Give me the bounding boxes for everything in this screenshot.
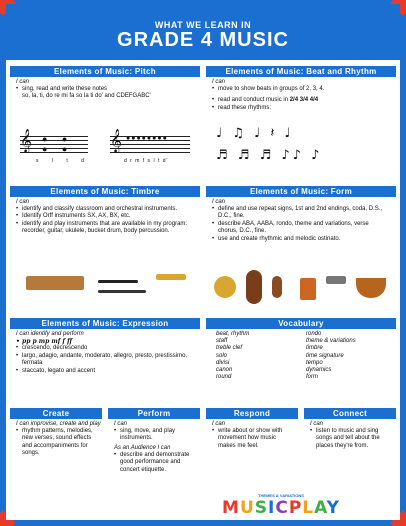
list-item: • move to show beats in groups of 2, 3, 4. (212, 86, 390, 93)
staff-1-labels: s l t d (36, 158, 90, 164)
beat-panel (206, 66, 396, 178)
form-title: Elements of Music: Form (206, 186, 396, 197)
pitch-ican: I can (16, 79, 30, 85)
expression-list (16, 338, 194, 375)
clarinet-icon (98, 290, 146, 293)
timpani-icon (356, 278, 386, 298)
french-horn-icon (214, 276, 236, 298)
list-item: • Identify Orff instruments SX, AX, BX, etc. (16, 213, 194, 220)
vocab-term: theme & variations (306, 338, 356, 345)
pitch-note: so, la, ti, do re mi fa so la ti do' and CDEFGABC' (22, 93, 151, 100)
perform-title: Perform (108, 408, 200, 419)
form-panel (206, 186, 396, 310)
vocab-term: timbre (306, 345, 323, 352)
list-item: • define and use repeat signs, 1st and 2nd endings, coda, D.S., D.C., fine. (212, 206, 390, 221)
vocab-term: time signature (306, 352, 344, 359)
timbre-panel (10, 186, 200, 310)
xylophone-icon (26, 276, 84, 290)
list-item: • staccato, legato and accent (16, 368, 194, 375)
respond-panel (206, 408, 298, 500)
drum-icon (300, 278, 316, 300)
vocabulary-grid (216, 331, 386, 381)
create-title: Create (10, 408, 102, 419)
note-heads: ●●●●●●●● (126, 135, 168, 142)
note-heads: ● ● ● ● (42, 134, 74, 154)
recorder-icon (98, 280, 138, 283)
poster-header (6, 4, 400, 58)
expression-ican: I can identify and perform (16, 331, 84, 337)
list-item: • rhythm patterns, melodies, new verses, sound effects and accompaniments for songs. (16, 428, 96, 458)
staff-2-labels: d r m f s l t d' (124, 158, 169, 164)
perform-audience: As an Audience I can (114, 444, 171, 451)
connect-ican: I can (310, 421, 324, 427)
vocab-term: solo (216, 352, 228, 359)
list-item: • read and conduct music in 2/4 3/4 4/4 (212, 97, 390, 104)
cello-icon (246, 270, 262, 304)
vocab-term: round (216, 374, 232, 381)
vocabulary-panel (206, 318, 396, 400)
violin-icon (272, 276, 282, 298)
vocab-term: form (306, 374, 318, 381)
list-item: • describe and demonstrate good performance and concert etiquette. (114, 452, 194, 474)
header-subtitle: WHAT WE LEARN IN (154, 20, 252, 30)
vocab-term: staff (216, 338, 228, 345)
trumpet-icon (156, 274, 186, 280)
form-list (212, 206, 390, 243)
beat-ican: I can (212, 79, 226, 85)
musicplay-logo (222, 493, 340, 518)
time-signatures: 2/4 3/4 4/4 (289, 97, 319, 104)
beat-title: Elements of Music: Beat and Rhythm (206, 66, 396, 77)
treble-clef-icon: 𝄞 (20, 130, 32, 152)
respond-list (212, 428, 292, 450)
logo-tagline: THEMES & VARIATIONS (258, 493, 304, 498)
cymbal-icon (326, 276, 346, 284)
create-ican: I can improvise, create and play (16, 421, 101, 427)
list-item: • use and create rhythmic and melodic ostinato. (212, 236, 390, 243)
logo-wordmark: MUSICPLAY (222, 498, 340, 518)
create-list (16, 428, 96, 458)
vocab-term: beat, rhythm (216, 331, 250, 337)
pitch-staff-2 (110, 130, 190, 154)
create-panel (10, 408, 102, 500)
connect-panel (304, 408, 396, 500)
list-item: • identify and play instruments that are available in my program: recorder, guitar, ukulele, bucket drum, body percussion. (16, 221, 194, 236)
list-item: • listen to music and sing songs and tell about the places they're from. (310, 428, 390, 450)
list-item: • sing, read and write these notes (16, 86, 194, 93)
list-item: • largo, adagio, andante, moderato, allegro, presto, prestissimo, fermata (16, 353, 194, 368)
form-ican: I can (212, 199, 226, 205)
list-item: • describe ABA, AABA, rondo, theme and variations, verse chorus, D.C., fine. (212, 221, 390, 236)
list-item: • write about or show with movement how music makes me feel. (212, 428, 292, 450)
perform-panel (108, 408, 200, 518)
pitch-title: Elements of Music: Pitch (10, 66, 200, 77)
pitch-list (16, 86, 194, 93)
list-item: • read these rhythms: (212, 105, 390, 112)
rhythm-row-2: ♬ ♬ ♬ ♪♪ ♪ (216, 148, 323, 163)
respond-ican: I can (212, 421, 226, 427)
timbre-list (16, 206, 194, 236)
list-item: • pp p mp mf f ff (16, 338, 194, 345)
timbre-title: Elements of Music: Timbre (10, 186, 200, 197)
treble-clef-icon: 𝄞 (110, 130, 122, 152)
vocab-term: rondo (306, 331, 322, 337)
perform-list-2 (114, 452, 194, 474)
vocab-term: treble clef (216, 345, 243, 352)
respond-title: Respond (206, 408, 298, 419)
vocab-term: divisi (216, 359, 230, 366)
content-sheet (6, 60, 400, 520)
connect-title: Connect (304, 408, 396, 419)
list-item: • sing, move, and play instruments. (114, 428, 194, 443)
vocab-term: canon (216, 367, 233, 374)
perform-list (114, 428, 194, 443)
vocabulary-title: Vocabulary (206, 318, 396, 329)
pitch-panel (10, 66, 200, 178)
vocab-term: tempo (306, 359, 323, 366)
rhythm-row-1: ♩ ♫ ♩ 𝄽 ♩ (216, 126, 294, 141)
timbre-ican: I can (16, 199, 30, 205)
connect-list (310, 428, 390, 450)
expression-panel (10, 318, 200, 400)
perform-ican: I can (114, 421, 128, 427)
list-item: • crescendo, decrescendo (16, 345, 194, 352)
beat-list (212, 86, 390, 112)
list-item: • identify and classify classroom and orchestral instruments. (16, 206, 194, 213)
vocab-term: dynamics (306, 367, 332, 374)
page-title: GRADE 4 MUSIC (117, 29, 289, 51)
pitch-staff-1 (20, 130, 88, 154)
expression-title: Elements of Music: Expression (10, 318, 200, 329)
